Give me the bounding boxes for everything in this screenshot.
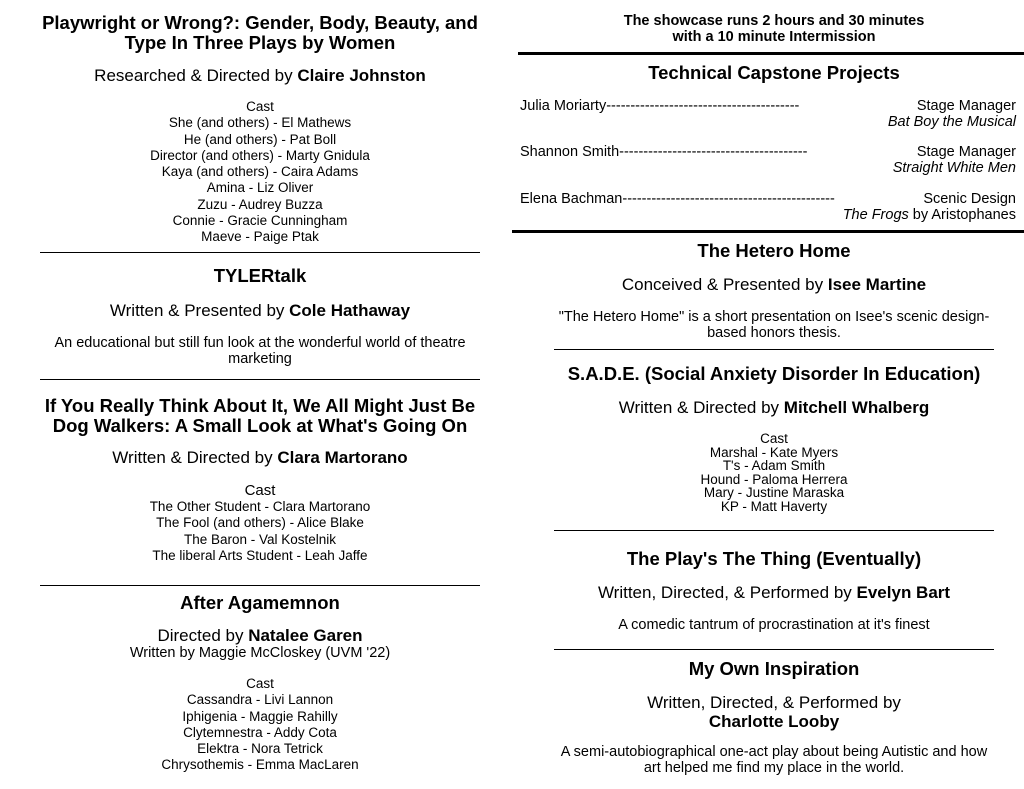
play-credit: Written & Presented by Cole Hathaway bbox=[109, 301, 411, 320]
cast-member: The Other Student - Clara Martorano bbox=[149, 499, 371, 514]
divider bbox=[554, 349, 994, 350]
play-credit: Written, Directed, & Performed by Evelyn Bart bbox=[597, 583, 951, 602]
capstone-row bbox=[512, 191, 1024, 225]
play-description: A semi-autobiographical one-act play about being Autistic and how art helped me find my place in the world. bbox=[560, 744, 988, 776]
cast-member: She (and others) - El Mathews bbox=[168, 115, 352, 131]
cast-member: Clytemnestra - Addy Cota bbox=[183, 724, 337, 740]
cast-heading: Cast bbox=[760, 431, 788, 446]
capstone-role: Scenic Design bbox=[923, 191, 1016, 207]
cast-member: The Baron - Val Kostelnik bbox=[183, 531, 337, 547]
capstone-title: Technical Capstone Projects bbox=[648, 62, 900, 83]
cast-member: Mary - Justine Maraska bbox=[703, 485, 845, 501]
cast-member: Chrysothemis - Emma MacLaren bbox=[161, 757, 359, 773]
play-credit: Written & Directed by Clara Martorano bbox=[112, 448, 408, 467]
cast-member: Hound - Paloma Herrera bbox=[700, 471, 848, 487]
play-title: The Hetero Home bbox=[697, 240, 851, 261]
capstone-show: Bat Boy the Musical bbox=[887, 114, 1016, 130]
cast-member: Kaya (and others) - Caira Adams bbox=[161, 164, 359, 180]
play-description: A comedic tantrum of procrastination at it's finest bbox=[618, 617, 930, 633]
runtime-note: The showcase runs 2 hours and 30 minutes with a 10 minute Intermission bbox=[623, 13, 925, 45]
capstone-name: Elena Bachman-------------------------------------------- bbox=[520, 191, 835, 207]
play-title: The Play's The Thing (Eventually) bbox=[626, 548, 922, 569]
written-by: Written by Maggie McCloskey (UVM '22) bbox=[129, 645, 391, 661]
play-title: My Own Inspiration bbox=[688, 658, 860, 679]
cast-member: The liberal Arts Student - Leah Jaffe bbox=[152, 547, 368, 563]
play-credit: Directed by Natalee Garen bbox=[157, 626, 363, 645]
cast-list bbox=[512, 432, 1024, 514]
capstone-row bbox=[512, 98, 1024, 132]
play-credit: Researched & Directed by Claire Johnston bbox=[94, 66, 426, 85]
cast-heading: Cast bbox=[246, 99, 274, 114]
play-title: TYLERtalk bbox=[213, 265, 307, 286]
divider bbox=[40, 585, 480, 586]
capstone-row bbox=[512, 144, 1024, 178]
cast-member: Amina - Liz Oliver bbox=[206, 180, 314, 196]
divider bbox=[40, 379, 480, 380]
cast-member: Elektra - Nora Tetrick bbox=[197, 741, 323, 757]
cast-list bbox=[20, 676, 500, 774]
divider bbox=[554, 649, 994, 650]
cast-member: He (and others) - Pat Boll bbox=[183, 131, 337, 147]
cast-heading: Cast bbox=[246, 676, 274, 691]
capstone-role: Stage Manager bbox=[916, 98, 1016, 114]
play-credit: Conceived & Presented by Isee Martine bbox=[621, 275, 927, 294]
cast-member: Iphigenia - Maggie Rahilly bbox=[182, 708, 338, 724]
cast-member: Zuzu - Audrey Buzza bbox=[197, 196, 323, 212]
cast-member: Maeve - Paige Ptak bbox=[201, 229, 319, 245]
capstone-name: Julia Moriarty---------------------------------------- bbox=[520, 98, 800, 114]
cast-member: KP - Matt Haverty bbox=[720, 498, 828, 514]
divider-thick bbox=[512, 230, 1024, 233]
cast-heading: Cast bbox=[244, 482, 276, 499]
divider bbox=[554, 530, 994, 531]
cast-member: Connie - Gracie Cunningham bbox=[172, 213, 348, 229]
cast-member: The Fool (and others) - Alice Blake bbox=[156, 515, 364, 531]
capstone-name: Shannon Smith--------------------------------------- bbox=[520, 144, 808, 160]
divider-thick bbox=[518, 52, 1024, 55]
cast-member: T's - Adam Smith bbox=[722, 458, 826, 474]
play-description: "The Hetero Home" is a short presentation on Isee's scenic design- based honors thesis. bbox=[558, 309, 990, 341]
cast-member: Marshal - Kate Myers bbox=[709, 444, 839, 460]
capstone-show: The Frogs by Aristophanes bbox=[842, 207, 1016, 223]
cast-member: Director (and others) - Marty Gnidula bbox=[150, 147, 370, 163]
play-title: If You Really Think About It, We All Might Just Be Dog Walkers: A Small Look at What's Going On bbox=[44, 395, 476, 436]
play-title: S.A.D.E. (Social Anxiety Disorder In Education) bbox=[567, 363, 981, 384]
cast-list bbox=[20, 482, 500, 564]
play-credit: Written, Directed, & Performed by Charlotte Looby bbox=[647, 693, 901, 731]
play-title: After Agamemnon bbox=[180, 592, 340, 613]
cast-member: Cassandra - Livi Lannon bbox=[186, 692, 334, 708]
play-credit: Written & Directed by Mitchell Whalberg bbox=[618, 398, 930, 417]
play-description: An educational but still fun look at the wonderful world of theatre marketing bbox=[54, 335, 466, 367]
capstone-show: Straight White Men bbox=[892, 160, 1016, 176]
capstone-role: Stage Manager bbox=[916, 144, 1016, 160]
divider bbox=[40, 252, 480, 253]
play-title: Playwright or Wrong?: Gender, Body, Beauty, and Type In Three Plays by Women bbox=[42, 12, 478, 53]
cast-list bbox=[20, 99, 500, 246]
